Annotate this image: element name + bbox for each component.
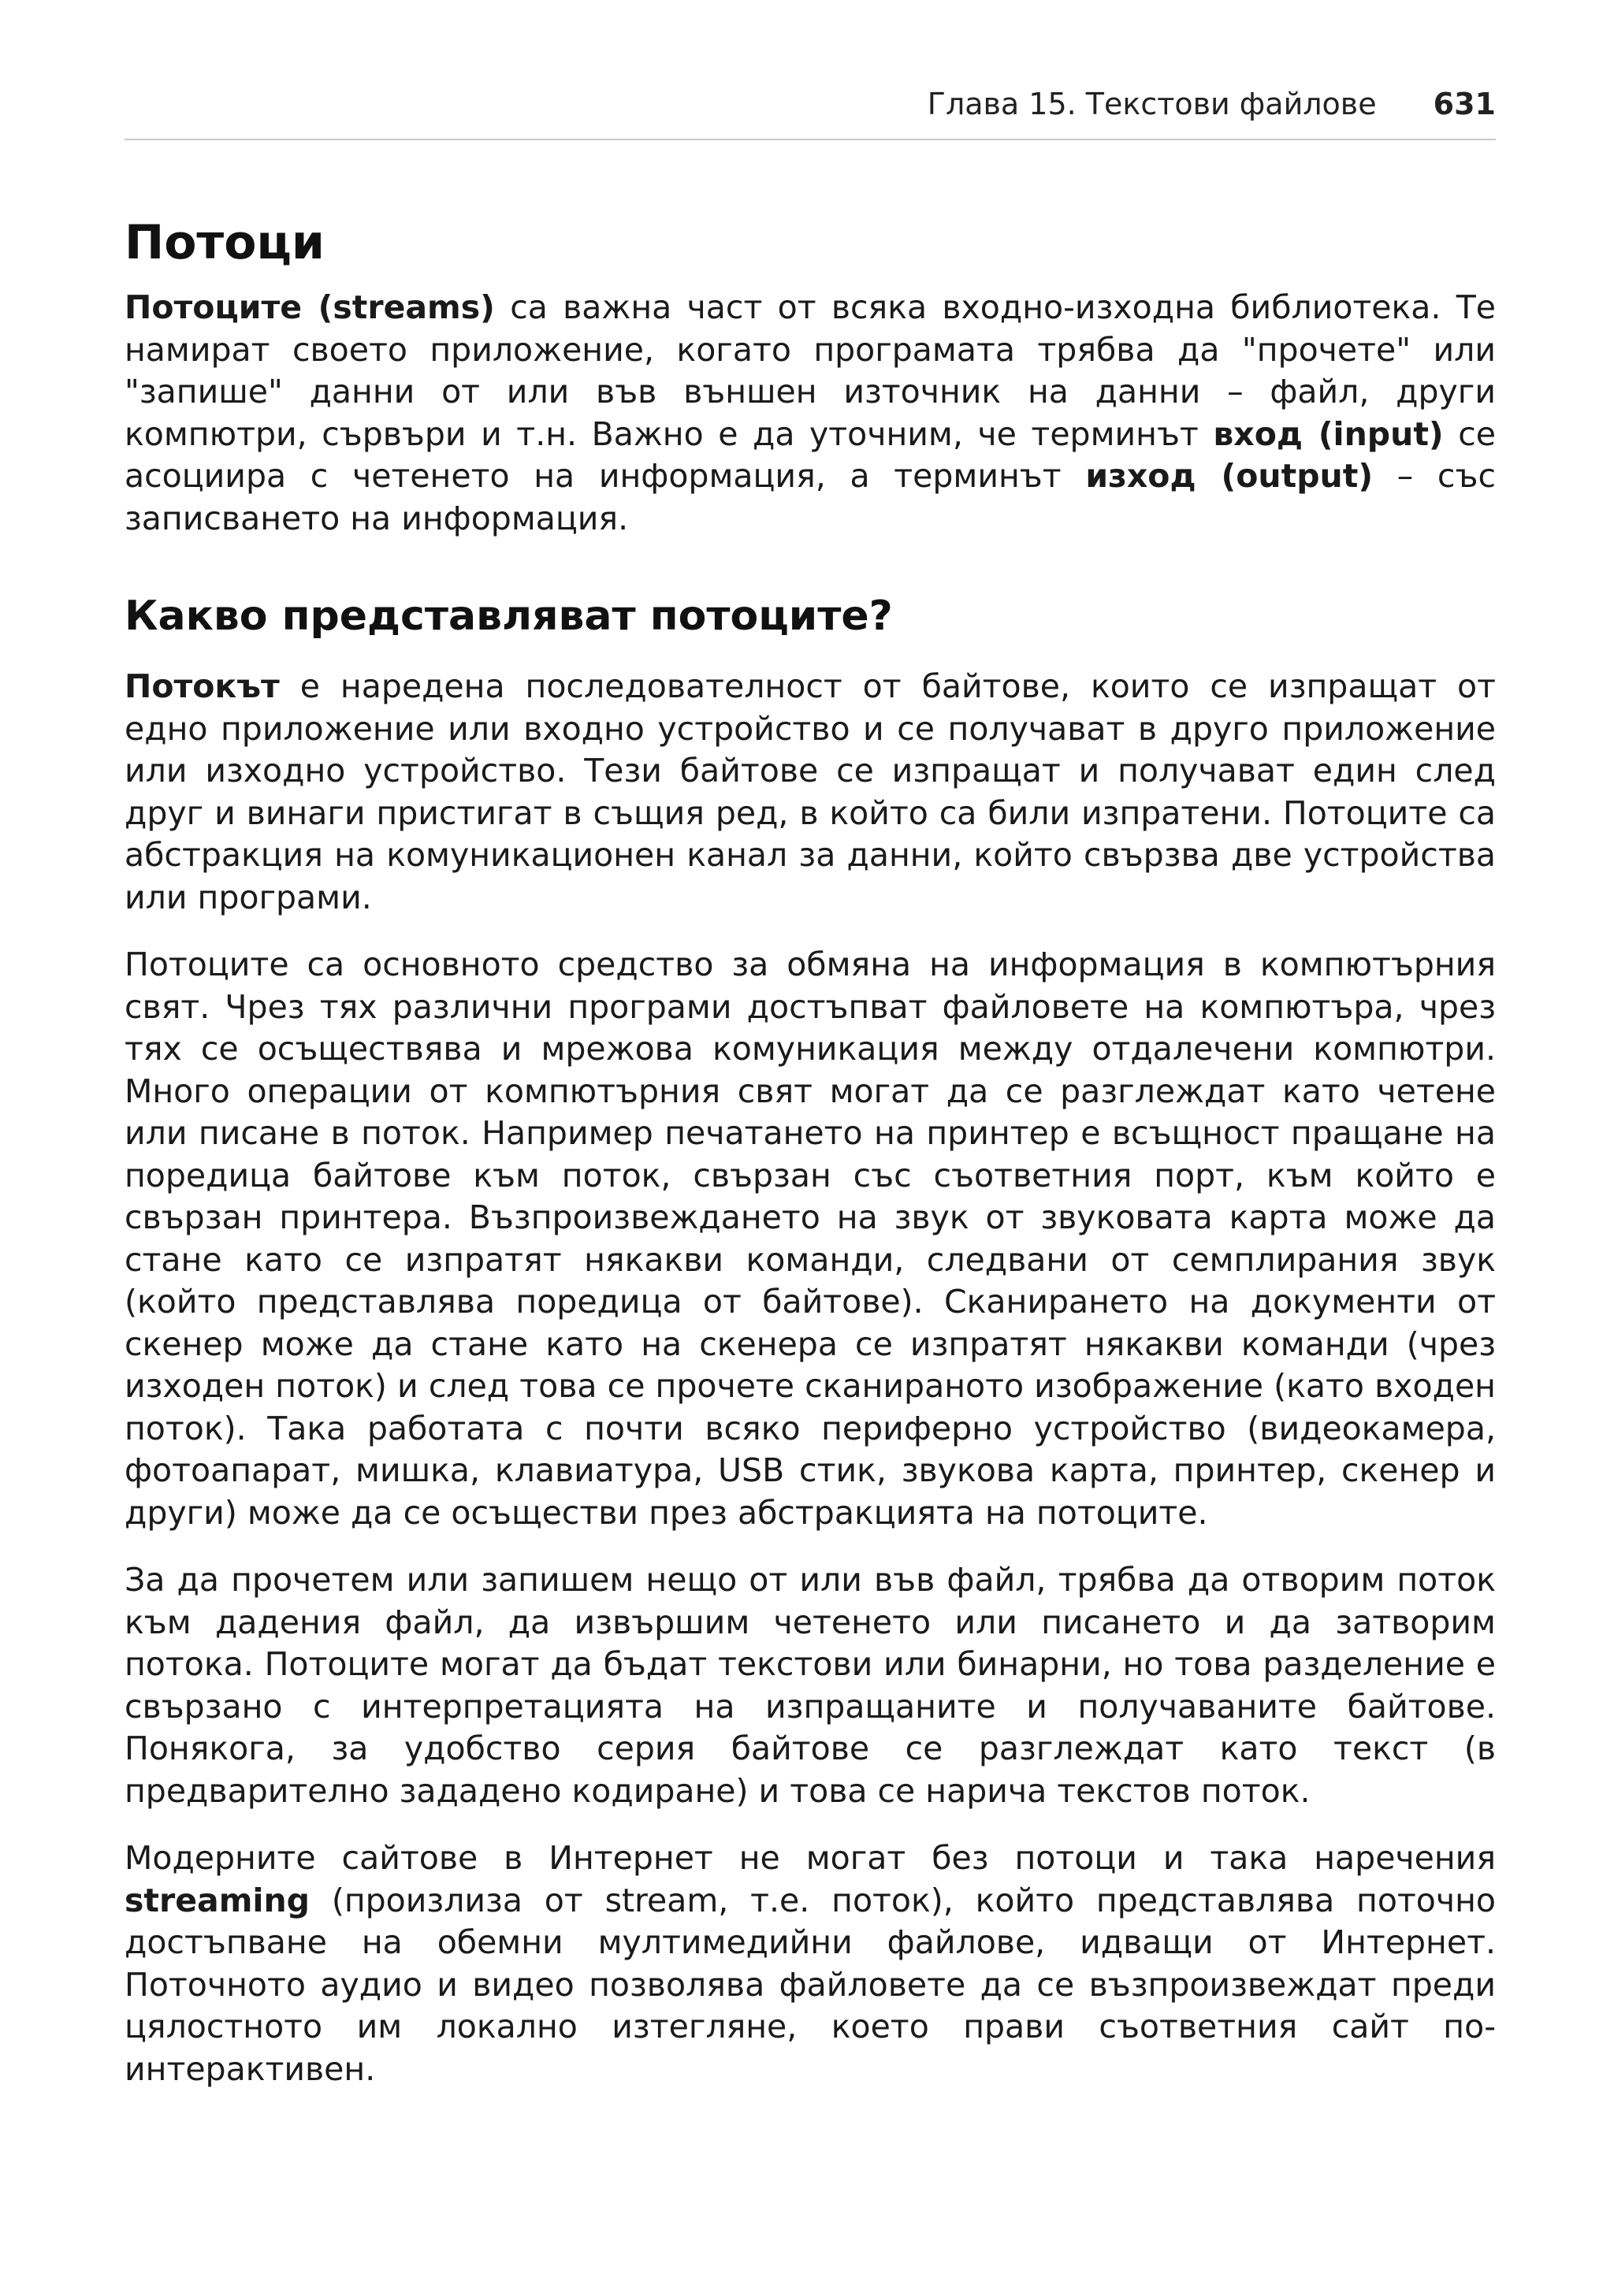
term-streams: Потоците (streams) [125, 288, 495, 326]
header-divider [125, 139, 1496, 140]
chapter-title: Глава 15. Текстови файлове [927, 87, 1377, 121]
term-output: изход (output) [1085, 457, 1374, 495]
intro-text-3: – със записването на информация. [125, 457, 1496, 537]
paragraph-file-streams: За да прочетем или запишем нещо от или във файл, трябва да отворим поток към дадения файл, да извършим четенето или писането и да затворим потока. Потоците могат да бъдат текстови или бинарни, но това разделение е свързано с интерпретацията на изпращаните и получаваните байтове. Понякога, за удобство серия байтове се разглеждат като текст (в предварително зададено кодиране) и това се нарича текстов поток. [125, 1561, 1496, 1810]
term-input: вход (input) [1213, 414, 1444, 453]
term-stream: Потокът [125, 667, 280, 705]
paragraph-streaming [125, 1837, 1496, 2090]
intro-text-1: са важна част от всяка входно-изходна библиотека. Те намират своето приложение, когато програмата трябва да "прочете" или "запише" данни от или във външен източник на данни – файл, други компютри, сървъри и т.н. Важно е да уточним, че терминът [125, 288, 1496, 453]
section-heading: Потоци [125, 215, 325, 270]
term-streaming: streaming [125, 1881, 311, 1919]
paragraph-stream-usage: Потоците са основното средство за обмяна на информация в компютърния свят. Чрез тях различни програми достъпват файловете на компютъра, чрез тях се осъществява и мрежова комуникация между отдалечени компютри. Много операции от компютърния свят могат да се разглеждат като четене или писане в поток. Например печатането на принтер е всъщност пращане на поредица байтове към поток, свързан със съответния порт, към който е свързан принтера. Възпроизвеждането на звук от звуковата карта може да стане като се изпратят някакви команди, следвани от семплирания звук (който представлява поредица от байтове). Сканирането на документи от скенер може да стане като на скенера се изпратят някакви команди (чрез изходен поток) и след това се прочете сканираното изображение (като входен поток). Така работата с почти всяко периферно устройство (видеокамера, фотоапарат, мишка, клавиатура, USB стик, звукова карта, принтер, скенер и други) може да се осъществи през абстракцията на потоците. [125, 946, 1496, 1532]
intro-paragraph [125, 287, 1496, 540]
intro-text-2: се асоциира с четенето на информация, а терминът [125, 414, 1496, 495]
running-header [928, 82, 1496, 126]
paragraph-1-text: е наредена последователност от байтове, които се изпращат от едно приложение или входно устройство и се получават в друго приложение или изходно устройство. Тези байтове се изпращат и получават един след друг и винаги пристигат в същия ред, в който са били изпратени. Потоците са абстракция на комуникационен канал за данни, който свързва две устройства или програми. [125, 667, 1496, 916]
page-number: 631 [1433, 87, 1496, 121]
paragraph-4-text-2: (произлиза от stream, т.е. поток), който представлява поточно достъпване на обемни мултимедийни файлове, идващи от Интернет. Поточното аудио и видео позволява файловете да се възпроизвеждат преди цялостното им локално изтегляне, което прави съответния сайт по-интерактивен. [125, 1881, 1496, 2088]
paragraph-4-text-1: Модерните сайтове в Интернет не могат без потоци и така наречения [125, 1839, 1496, 1877]
page-content [125, 206, 1496, 2116]
subsection-heading: Какво представляват потоците? [125, 593, 893, 640]
paragraph-stream-definition [125, 666, 1496, 919]
